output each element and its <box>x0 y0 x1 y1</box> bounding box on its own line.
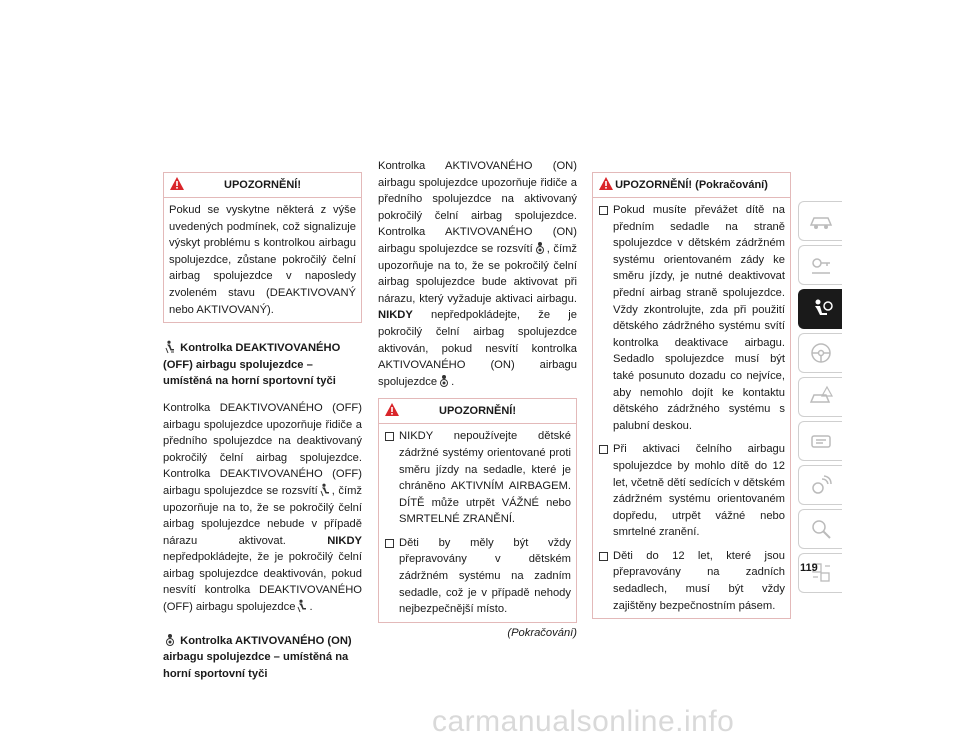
tab-car-key[interactable] <box>798 245 842 285</box>
car-dashboard-icon <box>807 207 835 235</box>
tab-airbag-safety[interactable] <box>798 289 842 329</box>
warning-triangle-icon <box>169 176 185 191</box>
tab-search[interactable] <box>798 509 842 549</box>
tab-multimedia[interactable] <box>798 465 842 505</box>
continued-label: (Pokračování) <box>507 626 577 639</box>
warning-title: UPOZORNĚNÍ! <box>224 178 301 191</box>
warning-box <box>378 398 577 623</box>
warning-header <box>164 173 361 198</box>
tab-steering-wheel[interactable] <box>798 333 842 373</box>
airbag-off-icon <box>297 599 307 613</box>
column-middle <box>378 158 577 641</box>
airbag-on-icon <box>165 633 175 647</box>
warning-header <box>379 399 576 424</box>
watermark: carmanualsonline.info <box>432 705 735 738</box>
list-item: Při aktivaci čelního airbagu spolujezdce by mohlo dítě do 12 let, včetně dětí sedících v dětském zádržném systému orientovaném dopředu, utrpět vážné nebo smrtelné zranění. <box>598 441 785 541</box>
steering-wheel-icon <box>807 339 835 367</box>
warning-title: UPOZORNĚNÍ! (Pokračování) <box>615 178 768 191</box>
list-item: NIKDY nepoužívejte dětské zádržné systémy orientované proti směru jízdy na sedadle, které je chráněno AKTIVNÍM AIRBAGEM. DÍTĚ může utrpět VÁŽNÉ nebo SMRTELNÉ ZRANĚNÍ. <box>384 428 571 528</box>
checkbox-bullet-icon <box>385 539 394 548</box>
multimedia-icon <box>807 471 835 499</box>
column-left <box>163 172 362 682</box>
search-icon <box>807 515 835 543</box>
warning-header <box>593 173 790 198</box>
airbag-safety-icon <box>807 295 835 323</box>
warning-box <box>163 172 362 323</box>
car-service-icon <box>807 427 835 455</box>
warning-text: Pokud se vyskytne některá z výše uvedených podmínek, což signalizuje výskyt problému s kontrolkou airbagu spolujezdce, zůstane pokročilý čelní airbag spolujezdce v naposledy zvoleném stavu (DEAKTIVOVANÝ nebo AKTIVOVANÝ). <box>169 204 356 316</box>
airbag-on-icon <box>439 374 449 388</box>
column-right <box>592 172 791 619</box>
tab-car-warning[interactable] <box>798 377 842 417</box>
paragraph-off: Kontrolka DEAKTIVOVANÉHO (OFF) airbagu spolujezdce upozorňuje řidiče a předního spolujezdce na deaktivovaný pokročilý čelní airbag spolujezdce. Kontrolka DEAKTIVOVANÉHO (OFF) airbagu spolujezdce se rozsvítí , čímž upozorňuje na to, že se pokročilý čelní airbag spolujezdce nebude v případě nárazu aktivovat. NIKDY nepředpokládejte, že je pokročilý čelní airbag spolujezdce deaktivován, pokud nesvítí kontrolka DEAKTIVOVANÉHO (OFF) airbagu spolujezdce . <box>163 401 362 614</box>
page-number: 119 <box>800 562 818 574</box>
car-key-icon <box>807 251 835 279</box>
warning-title: UPOZORNĚNÍ! <box>439 405 516 418</box>
tab-car-service[interactable] <box>798 421 842 461</box>
list-item: Děti do 12 let, které jsou přepravovány na zadních sedadlech, musí být vždy zajištěny bezpečnostním pásem. <box>598 548 785 614</box>
list-item: Pokud musíte převážet dítě na předním sedadle na straně spolujezdce v dětském zádržném systému orientovaném zády ke směru jízdy, je nutné deaktivovat přední airbag straně spolujezdce. Vždy zkontrolujte, zda při použití dětského zádržného systému svítí kontrolka deaktivace airbagu. Sedadlo spolujezdce musí být také posunuto dozadu co nejvíce, aby nemohlo dojít ke kontaktu dětského zádržného systému s palubní deskou. <box>598 202 785 434</box>
section-heading-on: Kontrolka AKTIVOVANÉHO (ON) airbagu spolujezdce – umístěná na horní sportovní tyči <box>163 634 352 680</box>
chapter-tabs <box>798 201 842 597</box>
warning-box <box>592 172 791 619</box>
paragraph-on: Kontrolka AKTIVOVANÉHO (ON) airbagu spolujezdce upozorňuje řidiče a předního spolujezdce na aktivovaný pokročilý čelní airbag spolujezdce. Kontrolka AKTIVOVANÉHO (ON) airbagu spolujezdce se rozsvítí , čímž upozorňuje na to, že se pokročilý čelní airbag spolujezdce bude aktivovat při nárazu, který vyžaduje aktivaci airbagu. NIKDY nepředpokládejte, že je pokročilý čelní airbag spolujezdce aktivován, pokud nesvítí kontrolka AKTIVOVANÉHO (ON) airbagu spolujezdce . <box>378 160 577 388</box>
airbag-off-icon <box>165 340 175 354</box>
airbag-off-icon <box>320 483 330 497</box>
warning-triangle-icon <box>598 176 614 191</box>
checkbox-bullet-icon <box>599 206 608 215</box>
warning-triangle-icon <box>384 402 400 417</box>
airbag-on-icon <box>535 241 545 255</box>
checkbox-bullet-icon <box>385 432 394 441</box>
list-item: Děti by měly být vždy přepravovány v dětském zádržném systému na zadním sedadle, což je v případě nehody nejbezpečnější místo. <box>384 535 571 618</box>
section-heading-off: Kontrolka DEAKTIVOVANÉHO (OFF) airbagu spolujezdce – umístěná na horní sportovní tyči <box>163 342 341 388</box>
checkbox-bullet-icon <box>599 445 608 454</box>
tab-car-dashboard[interactable] <box>798 201 842 241</box>
car-warning-icon <box>807 383 835 411</box>
checkbox-bullet-icon <box>599 552 608 561</box>
